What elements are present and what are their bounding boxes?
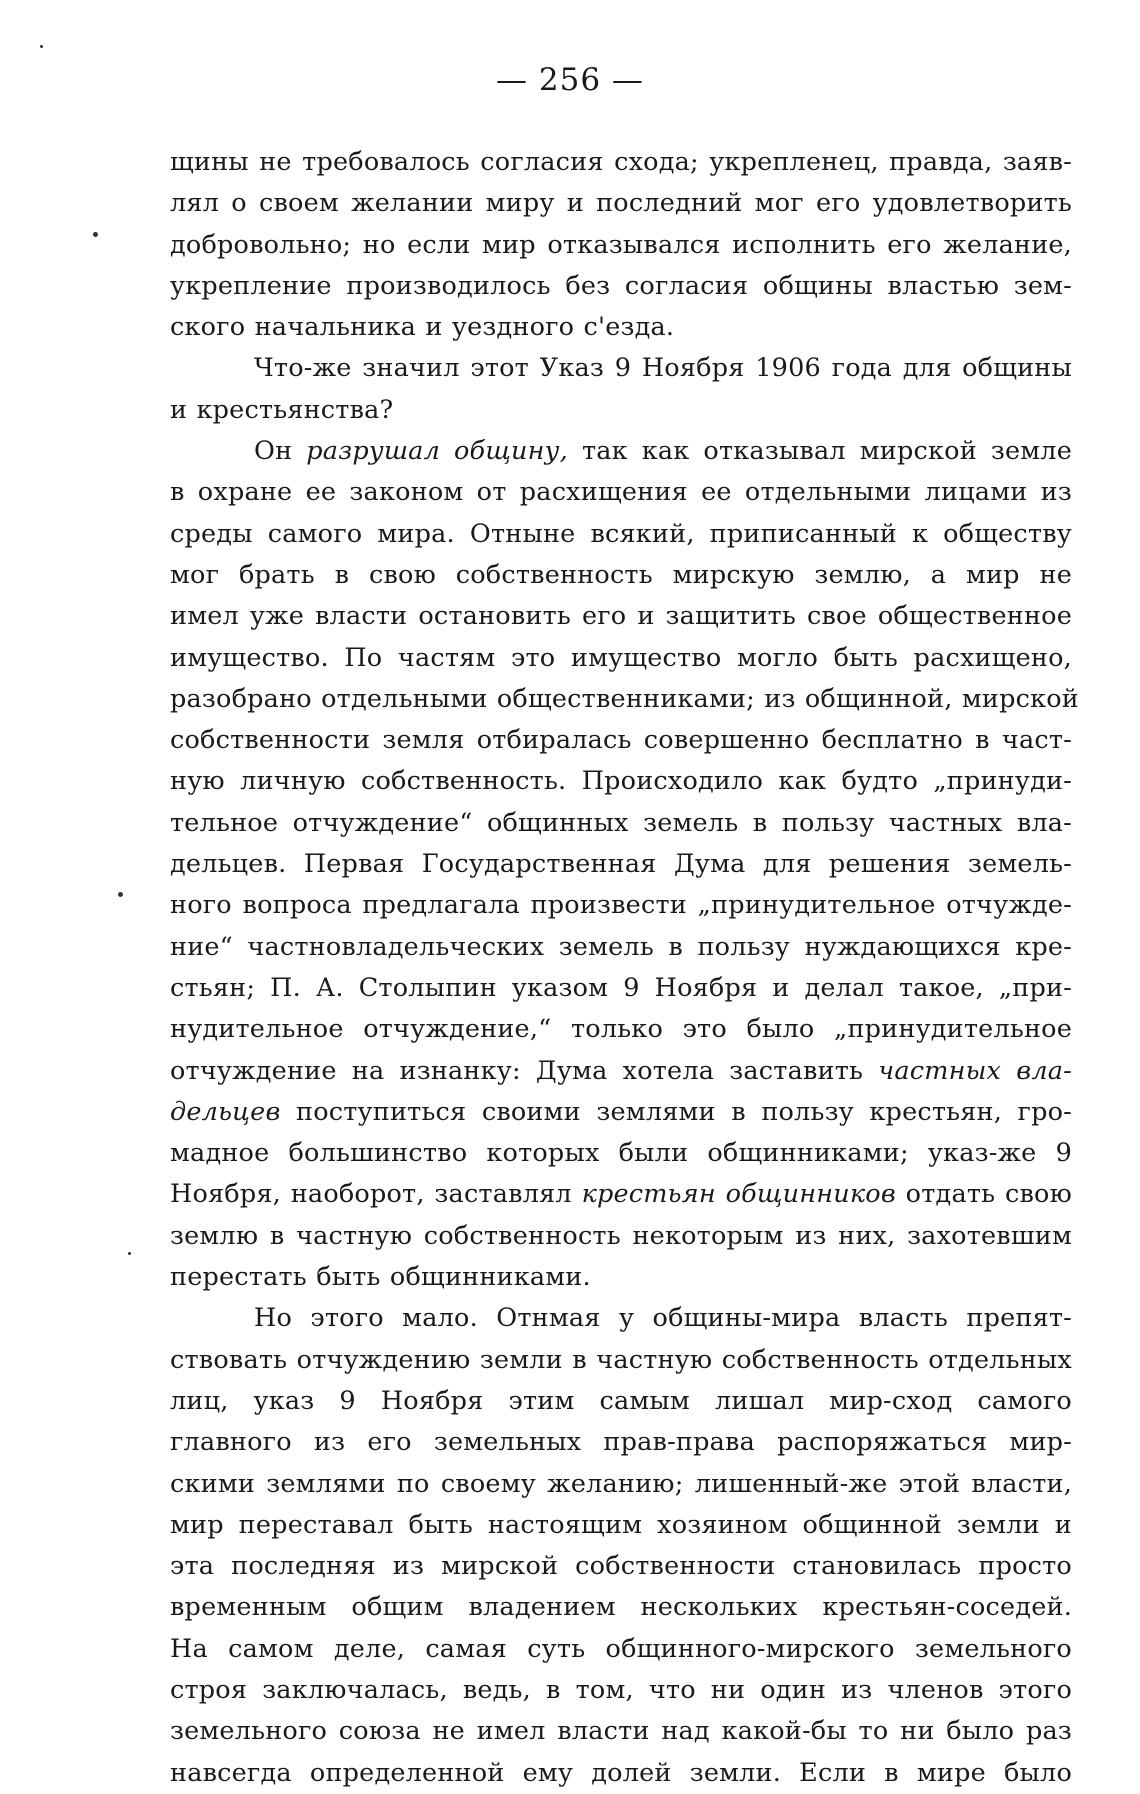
text-line: На самом деле, самая суть общинного-мирского земельного xyxy=(170,1633,1072,1664)
text-line: Что-же значил этот Указ 9 Ноября 1906 года для общины xyxy=(254,353,1072,384)
text-line: среды самого мира. Отныне всякий, приписанный к обществу xyxy=(170,518,1072,549)
text-line: ского начальника и уездного с'езда. xyxy=(170,312,675,343)
text-line: стьян; П. А. Столыпин указом 9 Ноября и делал такое, „при- xyxy=(170,972,1072,1003)
text-line: лял о своем желании миру и последний мог его удовлетворить xyxy=(170,188,1072,219)
text-line: в охране ее законом от расхищения ее отдельными лицами из xyxy=(170,477,1072,508)
text-line: мог брать в свою собственность мирскую землю, а мир не xyxy=(170,559,1072,590)
body-text xyxy=(170,142,1079,1794)
text-line: навсегда определенной ему долей земли. Если в мире было xyxy=(170,1757,1072,1788)
text-line: имущество. По частям это имущество могло быть расхищено, xyxy=(170,642,1072,673)
text-line: землю в частную собственность некоторым из них, захотевшим xyxy=(170,1220,1072,1251)
text-line: нудительное отчуждение,“ только это было „принудительное xyxy=(170,1014,1072,1045)
text-line: укрепление производилось без согласия общины властью зем- xyxy=(170,270,1072,301)
text-span: поступиться своими землями в пользу крестьян, гро- xyxy=(280,1096,1072,1127)
text-span: отчуждение на изнанку: Дума хотела заставить xyxy=(170,1055,879,1086)
text-span: так как отказывал мирской земле xyxy=(567,436,1072,467)
text-span: отдать свою xyxy=(895,1179,1072,1210)
text-line: главного из его земельных прав-права распоряжаться мир- xyxy=(170,1427,1072,1458)
scan-speck xyxy=(93,232,98,237)
text-span: Он xyxy=(254,436,307,467)
text-span: Ноября, наоборот, заставлял xyxy=(170,1179,582,1210)
text-line: собственности земля отбиралась совершенно бесплатно в част- xyxy=(170,725,1072,756)
italic-phrase: дельцев xyxy=(170,1096,281,1127)
text-line: дельцев. Первая Государственная Дума для решения земель- xyxy=(170,849,1072,880)
text-line: разобрано отдельными общественниками; из общинной, мирской xyxy=(170,683,1079,714)
scan-speck xyxy=(118,892,123,897)
text-line: щины не требовалось согласия схода; укрепленец, правда, заяв- xyxy=(170,147,1072,177)
text-line: перестать быть общинниками. xyxy=(170,1262,591,1293)
text-line: строя заключалась, ведь, в том, что ни один из членов этого xyxy=(170,1674,1072,1705)
text-line: мадное большинство которых были общинниками; указ-же 9 xyxy=(170,1138,1072,1169)
scan-speck xyxy=(128,1252,131,1255)
text-line: ного вопроса предлагала произвести „принудительное отчужде- xyxy=(170,890,1072,921)
scan-speck xyxy=(40,45,43,48)
text-line: Но этого мало. Отнмая у общины-мира власть препят- xyxy=(254,1303,1072,1334)
text-line: эта последняя из мирской собственности становилась просто xyxy=(170,1551,1072,1582)
text-line: земельного союза не имел власти над какой-бы то ни было раз xyxy=(170,1716,1072,1747)
text-line: ствовать отчуждению земли в частную собственность отдельных xyxy=(170,1344,1072,1375)
text-line: ную личную собственность. Происходило как будто „принуди- xyxy=(170,766,1072,797)
text-line xyxy=(170,1092,1072,1133)
text-line: и крестьянства? xyxy=(170,394,394,425)
text-line: мир переставал быть настоящим хозяином общинной земли и xyxy=(170,1509,1072,1540)
italic-phrase: разрушал общину, xyxy=(306,436,568,467)
italic-phrase: крестьян общинников xyxy=(581,1179,896,1210)
text-line: лиц, указ 9 Ноября этим самым лишал мир-сход самого xyxy=(170,1385,1072,1416)
text-line: тельное отчуждение“ общинных земель в пользу частных вла- xyxy=(170,807,1072,838)
italic-phrase: частных вла- xyxy=(878,1055,1072,1086)
text-line xyxy=(170,1051,1072,1092)
page-number: — 256 — xyxy=(496,62,644,98)
text-line: скими землями по своему желанию; лишенный-же этой власти, xyxy=(170,1468,1072,1499)
text-line xyxy=(170,1174,1072,1215)
text-line: временным общим владением нескольких крестьян-соседей. xyxy=(170,1592,1072,1623)
text-line: имел уже власти остановить его и защитить свое общественное xyxy=(170,601,1072,632)
text-line: добровольно; но если мир отказывался исполнить его желание, xyxy=(170,229,1072,260)
text-line xyxy=(170,431,1072,472)
text-line: ние“ частновладельческих земель в пользу нуждающихся кре- xyxy=(170,931,1072,962)
